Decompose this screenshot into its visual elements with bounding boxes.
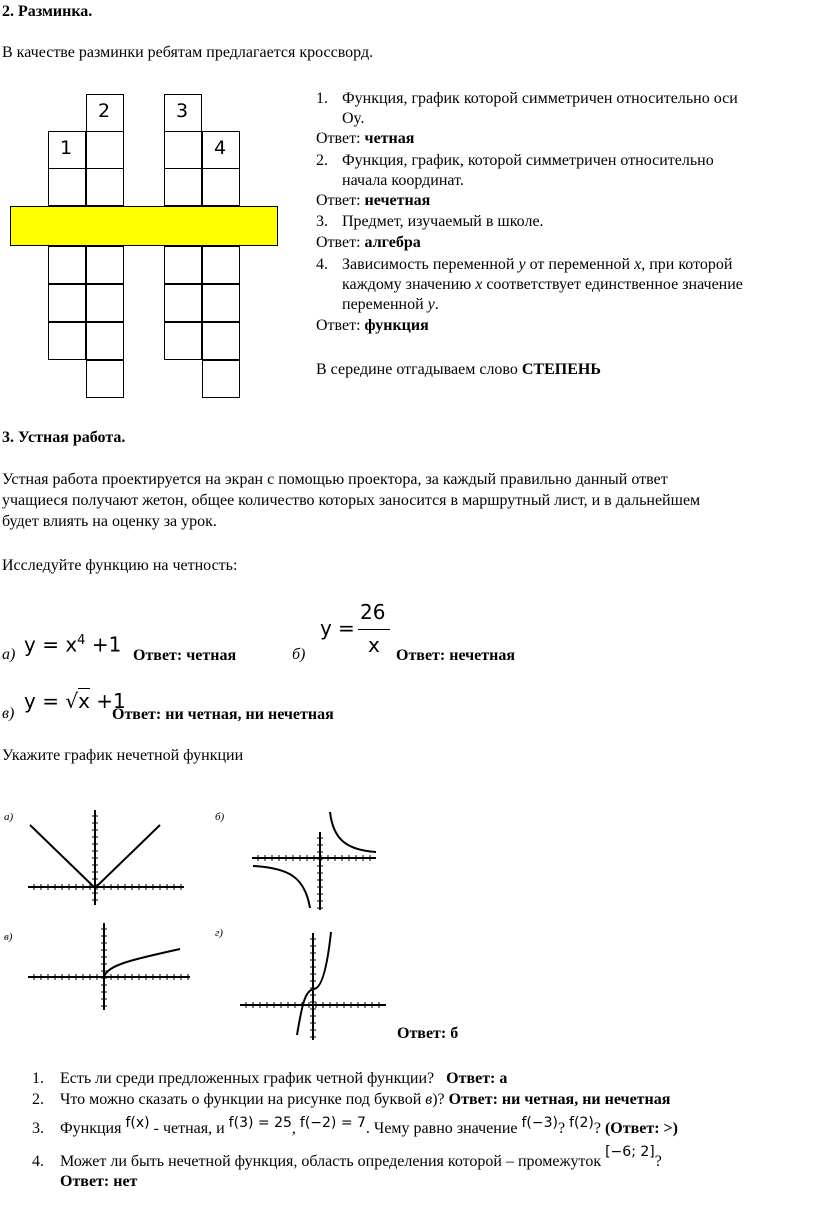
graphs-answer: Ответ: б (397, 1025, 459, 1042)
question-letter: в (425, 1091, 433, 1108)
clue-text: начала координат. (342, 172, 464, 189)
paragraph-line: учащиеся получают жетон, общее количество которых заносится в маршрутный лист, и в дальнейшем (2, 492, 701, 509)
section3-title: 3. Устная работа. (2, 429, 126, 446)
paragraph-line: Устная работа проектируется на экран с помощью проектора, за каждый правильно данный ответ (2, 471, 668, 488)
clue-text: Зависимость переменной y от переменной x, при которой (342, 256, 733, 273)
function-graphs (0, 790, 400, 1050)
answer-b: Ответ: нечетная (396, 647, 516, 664)
graph-v (28, 923, 190, 1010)
clue-number: 3. (316, 213, 328, 230)
formula-fx: f(x) (125, 1115, 150, 1131)
clue-text: каждому значению x соответствует единственное значение (342, 276, 743, 293)
clue-text: Оy. (342, 110, 365, 127)
question-answer: Ответ: а (446, 1070, 508, 1087)
answer-v: Ответ: ни четная, ни нечетная (112, 706, 334, 723)
formula-f-3: f(−3) (521, 1115, 558, 1131)
graph-a (28, 810, 184, 905)
clue-number: 4. (316, 256, 328, 273)
question-text: Что можно сказать о функции на рисунке под буквой (60, 1091, 422, 1108)
answer-label: Ответ: (316, 234, 361, 251)
clue-text: Предмет, изучаемый в школе. (342, 213, 544, 230)
graph-label-v: в) (4, 931, 13, 943)
question-number: 1. (32, 1070, 44, 1087)
clue-text: переменной y. (342, 296, 439, 313)
graph-label-g: г) (215, 927, 223, 939)
item-label-a: а) (2, 646, 16, 663)
formula-b: y = 26 x (316, 598, 396, 660)
formula-a: $y = x^4 +1$ (24, 632, 122, 657)
crossword-number: 2 (98, 100, 111, 122)
formula-interval: [−6; 2] (605, 1144, 655, 1160)
graph-ticks (34, 816, 379, 1037)
crossword-number: 1 (60, 137, 73, 159)
item-label-b: б) (292, 646, 306, 663)
clue-answer: нечетная (364, 192, 431, 209)
crossword-number: 4 (214, 137, 227, 159)
question-answer: Ответ: ни четная, ни нечетная (448, 1091, 671, 1108)
question-text: Есть ли среди предложенных график четной функции? (60, 1070, 435, 1087)
clue-text: Функция, график, которой симметричен относительно (342, 152, 714, 169)
question-number: 2. (32, 1091, 44, 1108)
graph-label-a: а) (4, 811, 14, 823)
question-number: 4. (32, 1153, 44, 1170)
question-text: . Чему равно значение (365, 1120, 518, 1137)
answer-label: Ответ: (316, 317, 361, 334)
section2-title: 2. Разминка. (2, 3, 93, 20)
question-text: - четная, и (153, 1120, 225, 1137)
clue-number: 2. (316, 152, 328, 169)
crossword-highlight-row (10, 206, 278, 246)
clue-answer: функция (364, 317, 429, 334)
formula-v: y = √x +1 (24, 689, 126, 713)
clue-text: Функция, график которой симметричен относительно оси (342, 90, 738, 107)
middle-word: СТЕПЕНЬ (521, 361, 601, 378)
middle-word-text: В середине отгадываем слово (316, 361, 518, 378)
clue-answer: четная (364, 130, 415, 147)
question-answer: (Ответ: >) (604, 1120, 678, 1137)
question-answer: Ответ: нет (60, 1173, 138, 1190)
crossword-number: 3 (176, 100, 189, 122)
formula-f-2: f(−2) = 7 (299, 1115, 366, 1131)
question-number: 3. (32, 1120, 44, 1137)
paragraph-line: будет влиять на оценку за урок. (2, 513, 217, 530)
answer-label: Ответ: (316, 130, 361, 147)
clue-answer: алгебра (364, 234, 421, 251)
crossword-grid (0, 0, 290, 410)
question-text: Может ли быть нечетной функция, область определения которой – промежуток (60, 1153, 602, 1170)
question-text: Функция (60, 1120, 122, 1137)
answer-label: Ответ: (316, 192, 361, 209)
formula-f2: f(2) (569, 1115, 594, 1131)
item-label-v: в) (2, 705, 15, 722)
formula-f3: f(3) = 25 (228, 1115, 292, 1131)
task-odd-graph: Укажите график нечетной функции (2, 747, 244, 764)
section2-intro: В качестве разминки ребятам предлагается кроссворд. (2, 44, 374, 61)
graph-label-b: б) (215, 811, 225, 823)
answer-a: Ответ: четная (133, 647, 237, 664)
task-parity: Исследуйте функцию на четность: (2, 557, 238, 574)
clue-number: 1. (316, 90, 328, 107)
question-text-tail: )? (432, 1091, 445, 1108)
graph-g (240, 932, 386, 1040)
